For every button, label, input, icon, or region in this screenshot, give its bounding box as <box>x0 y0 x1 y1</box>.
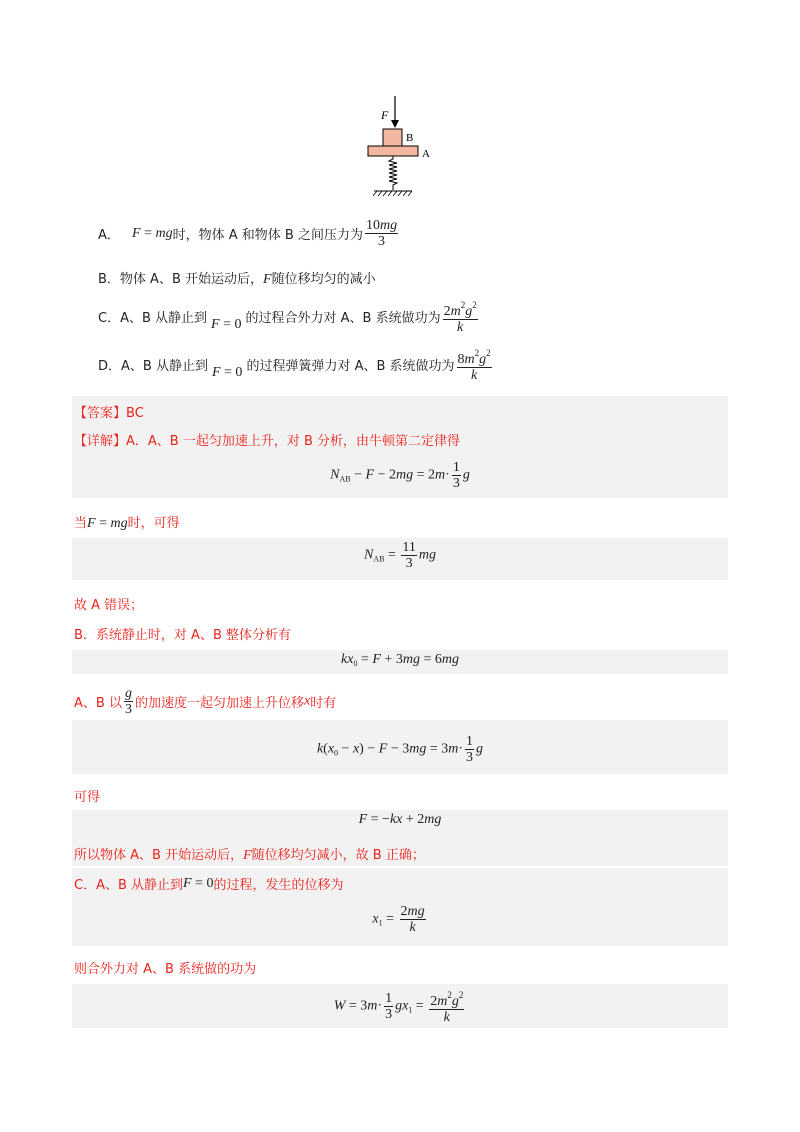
detail-label: 【详解】 <box>74 434 127 449</box>
then-line: 可得 <box>74 790 101 805</box>
option-c <box>98 298 480 335</box>
option-c-text: 的过程合外力对 A、B 系统做功为 <box>245 311 441 326</box>
spring <box>389 156 397 190</box>
option-c-condition: F = 0 <box>211 317 242 332</box>
option-a-value: $\frac{10mg}{3}$ <box>365 218 398 249</box>
option-d-text: 的过程弹簧弹力对 A、B 系统做功为 <box>246 359 455 374</box>
equation-newton-b: $N_{AB} - F - 2mg = 2m\cdot$ $\frac{1}{3}$ g <box>330 460 470 491</box>
ground-hatch <box>373 191 412 196</box>
equation-static: $kx_0 = F + 3mg = 6mg$ <box>341 652 459 668</box>
b-conclusion-var: F <box>243 848 252 863</box>
block-b-label: B <box>406 132 414 144</box>
when-line <box>74 512 180 532</box>
force-label: F <box>381 108 389 122</box>
b-accel-line <box>74 686 336 717</box>
a-wrong-line: 故 A 错误； <box>74 598 144 613</box>
spring-block-figure <box>360 92 440 202</box>
option-c-value: $\frac{2m^2g^2}{k}$ <box>443 300 477 335</box>
option-a-text: 时，物体 A 和物体 B 之间压力为 <box>172 228 363 243</box>
equation-force: F = −kx + 2mg <box>358 812 442 827</box>
work-intro-line: 则合外力对 A、B 系统做的功为 <box>74 962 257 977</box>
b-accel-pre: A、B 以 <box>74 696 122 711</box>
when-condition: F = mg <box>87 516 128 531</box>
b-conclusion-line <box>74 844 425 864</box>
option-b-force: F <box>263 272 272 287</box>
option-b-prefix: B．物体 A、B 开始运动后， <box>98 272 263 287</box>
c-condition: F = 0 <box>183 876 214 891</box>
b-accel-post: 的加速度一起匀加速上升位移 <box>134 696 304 711</box>
option-d-value: $\frac{8m^2g^2}{k}$ <box>457 348 491 383</box>
c-pre: C．A、B 从静止到 <box>74 878 184 893</box>
equation-work: W = 3m· $\frac{1}{3}$ $gx_1$ = $\frac{2m^2g^2}{k}$ <box>333 990 464 1025</box>
option-d <box>98 346 494 383</box>
when-pre: 当 <box>74 516 88 531</box>
b-conclusion-pre: 所以物体 A、B 开始运动后， <box>74 848 244 863</box>
b-accel-var: x <box>303 693 311 709</box>
c-intro-line <box>74 874 344 893</box>
detail-intro-line <box>74 430 460 449</box>
when-post: 时，可得 <box>127 516 180 531</box>
option-a-prefix: A． <box>98 228 120 243</box>
option-a-condition: F = mg <box>132 225 173 241</box>
b-intro-line: B．系统静止时，对 A、B 整体分析有 <box>74 628 291 643</box>
block-a <box>368 146 418 156</box>
c-post: 的过程，发生的位移为 <box>213 878 344 893</box>
b-accel-end: 时有 <box>310 696 337 711</box>
option-b <box>98 268 376 288</box>
option-d-prefix: D．A、B 从静止到 <box>98 359 208 374</box>
equation-nab: $N_{AB}$ = $\frac{11}{3}$ mg <box>364 540 436 571</box>
force-arrow-head <box>391 120 399 128</box>
block-b <box>383 129 402 146</box>
answer-line <box>74 402 144 421</box>
b-accel-fraction: $\frac{g}{3}$ <box>124 686 132 717</box>
answer-label: 【答案】 <box>74 406 127 421</box>
option-c-prefix: C．A、B 从静止到 <box>98 311 208 326</box>
equation-displacement: $x_1$ = $\frac{2mg}{k}$ <box>372 904 425 935</box>
b-conclusion-post: 随位移均匀减小，故 B 正确； <box>251 848 425 863</box>
option-d-condition: F = 0 <box>211 365 243 380</box>
equation-motion: $k(x_0 - x) - F - 3mg = 3m\cdot$ $\frac{1}{3}$ g <box>316 734 484 765</box>
option-a <box>98 218 400 249</box>
answer-value: BC <box>126 406 144 421</box>
detail-intro: A．A、B 一起匀加速上升，对 B 分析，由牛顿第二定律得 <box>126 434 461 449</box>
option-b-text: 随位移均匀的减小 <box>271 272 376 287</box>
block-a-label: A <box>422 148 430 160</box>
